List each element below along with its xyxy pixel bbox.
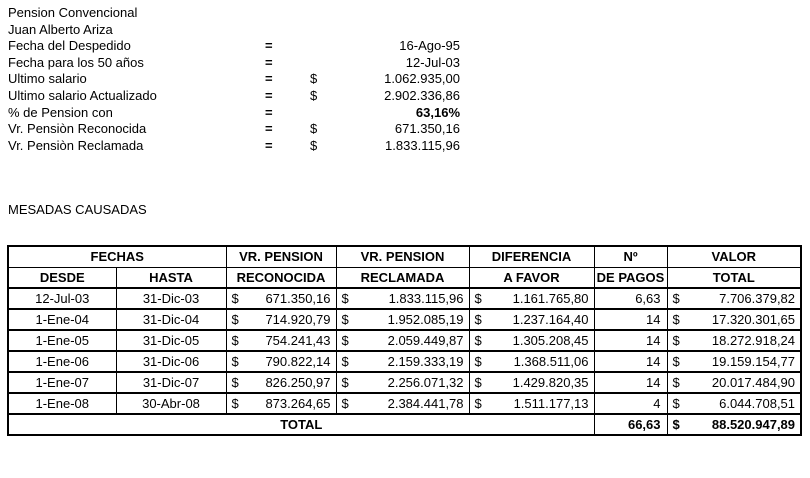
currency-symbol: $ — [672, 375, 680, 390]
info-value-number: 1.062.935,00 — [384, 71, 460, 87]
cell-pagos: 4 — [594, 393, 667, 414]
info-row — [8, 88, 460, 105]
col-header-vr-pension-reconocida-top: VR. PENSION — [226, 246, 336, 267]
currency-symbol: $ — [341, 333, 349, 348]
cell-valor-total-number: 20.017.484,90 — [711, 375, 796, 390]
cell-reclamada — [336, 393, 469, 414]
info-row — [8, 71, 460, 88]
cell-valor-total — [667, 330, 801, 351]
table-row — [8, 330, 801, 351]
cell-reconocida — [226, 288, 336, 309]
currency-symbol: $ — [672, 396, 680, 411]
total-label: TOTAL — [8, 414, 594, 435]
info-value — [310, 105, 460, 122]
person-name: Juan Alberto Ariza — [8, 21, 113, 37]
currency-symbol: $ — [474, 354, 482, 369]
cell-reconocida-number: 826.250,97 — [265, 375, 331, 390]
info-label: Vr. Pensiòn Reclamada — [8, 137, 144, 153]
cell-diferencia-number: 1.305.208,45 — [512, 333, 589, 348]
cell-pagos: 14 — [594, 372, 667, 393]
cell-reclamada — [336, 288, 469, 309]
cell-valor-total — [667, 351, 801, 372]
cell-pagos: 14 — [594, 309, 667, 330]
cell-reclamada-number: 2.159.333,19 — [387, 354, 464, 369]
currency-symbol: $ — [310, 87, 318, 103]
info-value-number: 1.833.115,96 — [385, 137, 460, 153]
info-block — [8, 5, 460, 154]
col-header-a-favor: A FAVOR — [469, 267, 594, 288]
cell-reconocida-number: 671.350,16 — [265, 291, 331, 306]
currency-symbol: $ — [672, 312, 680, 327]
info-value-number: 63,16% — [415, 104, 460, 120]
cell-pagos: 14 — [594, 330, 667, 351]
currency-symbol: $ — [310, 121, 318, 137]
cell-reclamada-number: 2.256.071,32 — [387, 375, 464, 390]
info-value-number: 16-Ago-95 — [399, 38, 460, 54]
cell-desde: 1-Ene-05 — [8, 330, 116, 351]
cell-valor-total — [667, 372, 801, 393]
cell-diferencia-number: 1.511.177,13 — [513, 396, 589, 411]
currency-symbol: $ — [341, 396, 349, 411]
info-rows — [8, 38, 460, 154]
currency-symbol: $ — [474, 333, 482, 348]
currency-symbol: $ — [341, 354, 349, 369]
cell-reconocida — [226, 372, 336, 393]
cell-diferencia-number: 1.161.765,80 — [512, 291, 589, 306]
cell-hasta: 31-Dic-06 — [116, 351, 226, 372]
cell-reclamada — [336, 330, 469, 351]
info-value — [310, 88, 460, 105]
cell-reclamada-number: 1.833.115,96 — [388, 291, 464, 306]
cell-pagos: 6,63 — [594, 288, 667, 309]
info-row — [8, 138, 460, 155]
mesadas-table — [7, 245, 802, 436]
cell-reclamada-number: 2.384.441,78 — [387, 396, 464, 411]
cell-reconocida-number: 714.920,79 — [265, 312, 331, 327]
info-label: Ultimo salario — [8, 71, 87, 87]
currency-symbol: $ — [474, 396, 482, 411]
currency-symbol: $ — [672, 291, 680, 306]
col-header-vr-pension-reclamada-top: VR. PENSION — [336, 246, 469, 267]
info-value — [310, 55, 460, 72]
info-label: Vr. Pensiòn Reconocida — [8, 121, 147, 137]
currency-symbol: $ — [231, 333, 239, 348]
cell-diferencia — [469, 330, 594, 351]
cell-valor-total — [667, 288, 801, 309]
cell-valor-total — [667, 309, 801, 330]
total-pagos: 66,63 — [594, 414, 667, 435]
cell-desde: 1-Ene-06 — [8, 351, 116, 372]
currency-symbol: $ — [341, 291, 349, 306]
currency-symbol: $ — [310, 71, 318, 87]
info-label: Fecha del Despedido — [8, 38, 131, 54]
info-row — [8, 121, 460, 138]
cell-reclamada-number: 1.952.085,19 — [387, 312, 464, 327]
table-row — [8, 351, 801, 372]
cell-valor-total-number: 19.159.154,77 — [711, 354, 796, 369]
cell-diferencia-number: 1.368.511,06 — [513, 354, 589, 369]
cell-reconocida-number: 873.264,65 — [265, 396, 331, 411]
info-value — [310, 121, 460, 138]
cell-diferencia — [469, 372, 594, 393]
table-row — [8, 288, 801, 309]
currency-symbol: $ — [672, 417, 680, 432]
info-label: % de Pension con — [8, 104, 113, 120]
cell-reclamada — [336, 309, 469, 330]
info-value — [310, 138, 460, 155]
col-header-valor-top: VALOR — [667, 246, 801, 267]
cell-valor-total-number: 6.044.708,51 — [719, 396, 796, 411]
cell-hasta: 31-Dic-04 — [116, 309, 226, 330]
info-value-number: 12-Jul-03 — [405, 54, 460, 70]
cell-desde: 12-Jul-03 — [8, 288, 116, 309]
equals-sign: = — [265, 121, 273, 137]
col-header-desde: DESDE — [8, 267, 116, 288]
cell-hasta: 31-Dic-03 — [116, 288, 226, 309]
cell-hasta: 30-Abr-08 — [116, 393, 226, 414]
cell-hasta: 31-Dic-07 — [116, 372, 226, 393]
cell-hasta: 31-Dic-05 — [116, 330, 226, 351]
cell-diferencia — [469, 288, 594, 309]
cell-reconocida — [226, 330, 336, 351]
col-header-diferencia-top: DIFERENCIA — [469, 246, 594, 267]
currency-symbol: $ — [672, 333, 680, 348]
info-value-number: 671.350,16 — [394, 121, 460, 137]
currency-symbol: $ — [474, 375, 482, 390]
currency-symbol: $ — [310, 137, 318, 153]
cell-reconocida — [226, 393, 336, 414]
col-header-total: TOTAL — [667, 267, 801, 288]
cell-diferencia-number: 1.429.820,35 — [512, 375, 589, 390]
table-row — [8, 393, 801, 414]
cell-diferencia — [469, 309, 594, 330]
currency-symbol: $ — [474, 291, 482, 306]
cell-desde: 1-Ene-07 — [8, 372, 116, 393]
cell-reconocida-number: 754.241,43 — [265, 333, 331, 348]
cell-reclamada — [336, 372, 469, 393]
equals-sign: = — [265, 38, 273, 54]
equals-sign: = — [265, 137, 273, 153]
cell-reclamada — [336, 351, 469, 372]
table-row — [8, 309, 801, 330]
cell-diferencia-number: 1.237.164,40 — [512, 312, 589, 327]
cell-diferencia — [469, 393, 594, 414]
currency-symbol: $ — [341, 375, 349, 390]
equals-sign: = — [265, 54, 273, 70]
currency-symbol: $ — [231, 354, 239, 369]
currency-symbol: $ — [231, 291, 239, 306]
currency-symbol: $ — [474, 312, 482, 327]
table-body — [8, 288, 801, 414]
cell-reconocida-number: 790.822,14 — [265, 354, 331, 369]
document-title: Pension Convencional — [8, 5, 138, 20]
col-header-reconocida: RECONOCIDA — [226, 267, 336, 288]
equals-sign: = — [265, 87, 273, 103]
info-value-number: 2.902.336,86 — [384, 87, 460, 103]
cell-valor-total-number: 7.706.379,82 — [719, 291, 796, 306]
info-label: Fecha para los 50 años — [8, 54, 144, 70]
equals-sign: = — [265, 104, 273, 120]
info-row — [8, 105, 460, 122]
info-value — [310, 71, 460, 88]
info-row — [8, 38, 460, 55]
info-value — [310, 38, 460, 55]
cell-diferencia — [469, 351, 594, 372]
cell-valor-total-number: 18.272.918,24 — [711, 333, 796, 348]
cell-reconocida — [226, 309, 336, 330]
info-label: Ultimo salario Actualizado — [8, 87, 157, 103]
currency-symbol: $ — [341, 312, 349, 327]
col-header-de-pagos: DE PAGOS — [594, 267, 667, 288]
cell-reconocida — [226, 351, 336, 372]
col-header-numero-top: Nº — [594, 246, 667, 267]
col-header-reclamada: RECLAMADA — [336, 267, 469, 288]
col-header-hasta: HASTA — [116, 267, 226, 288]
info-row — [8, 55, 460, 72]
total-row — [8, 414, 801, 435]
cell-desde: 1-Ene-08 — [8, 393, 116, 414]
equals-sign: = — [265, 71, 273, 87]
cell-reclamada-number: 2.059.449,87 — [387, 333, 464, 348]
cell-pagos: 14 — [594, 351, 667, 372]
col-header-fechas: FECHAS — [8, 246, 226, 267]
currency-symbol: $ — [231, 312, 239, 327]
total-valor-number: 88.520.947,89 — [711, 417, 796, 432]
cell-desde: 1-Ene-04 — [8, 309, 116, 330]
cell-valor-total-number: 17.320.301,65 — [711, 312, 796, 327]
currency-symbol: $ — [231, 396, 239, 411]
table-row — [8, 372, 801, 393]
cell-valor-total — [667, 393, 801, 414]
currency-symbol: $ — [231, 375, 239, 390]
currency-symbol: $ — [672, 354, 680, 369]
section-title: MESADAS CAUSADAS — [8, 202, 147, 217]
total-valor — [667, 414, 801, 435]
